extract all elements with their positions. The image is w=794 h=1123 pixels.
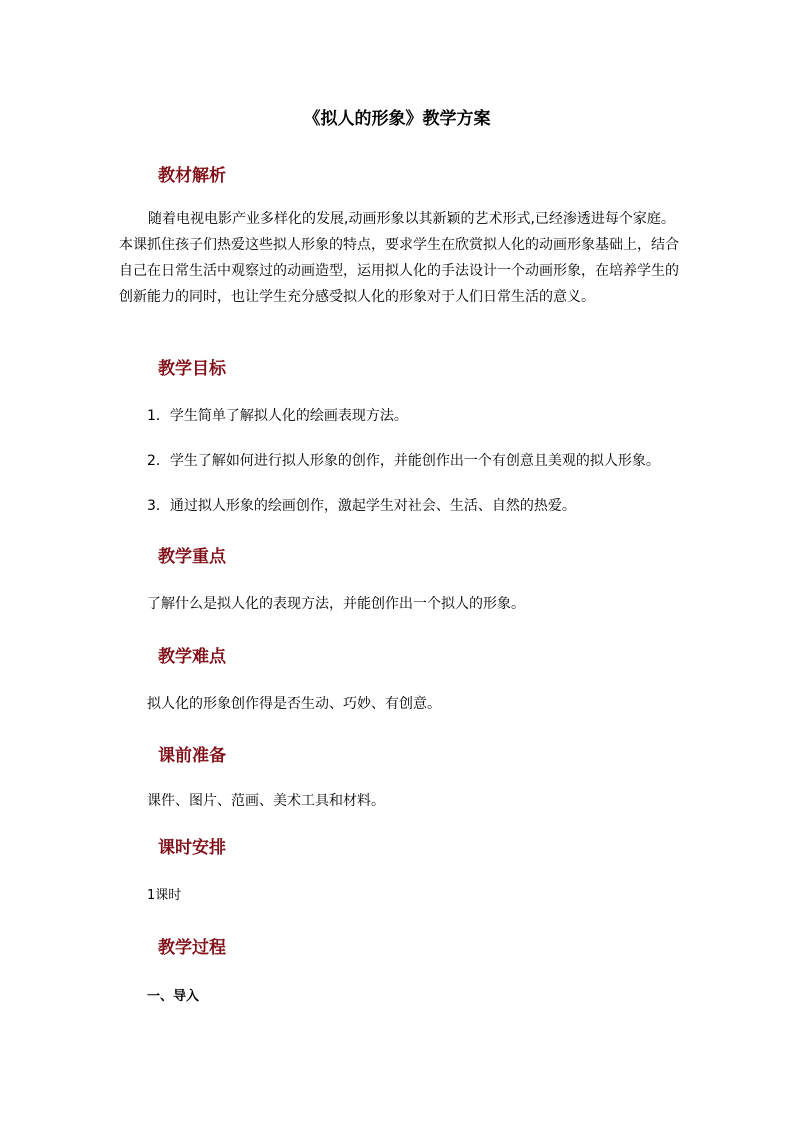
- analysis-paragraph: [119, 206, 679, 310]
- paragraph-line: 自己在日常生活中观察过的动画造型，运用拟人化的手法设计一个动画形象，在培养学生的: [119, 263, 679, 279]
- section-heading-schedule: 课时安排: [158, 838, 226, 858]
- preparation-text: 课件、图片、范画、美术工具和材料。: [147, 793, 385, 809]
- section-heading-key-points: 教学重点: [158, 547, 226, 567]
- schedule-text: 1课时: [147, 888, 182, 903]
- process-step-heading: 一、导入: [147, 989, 200, 1004]
- section-heading-preparation: 课前准备: [158, 746, 226, 766]
- paragraph-line: 创新能力的同时，也让学生充分感受拟人化的形象对于人们日常生活的意义。: [119, 289, 595, 305]
- paragraph-line: 本课抓住孩子们热爱这些拟人形象的特点，要求学生在欣赏拟人化的动画形象基础上，结合: [119, 237, 679, 253]
- goal-item: 3．通过拟人形象的绘画创作，激起学生对社会、生活、自然的热爱。: [147, 498, 576, 514]
- section-heading-difficulties: 教学难点: [158, 647, 226, 667]
- section-heading-goals: 教学目标: [158, 359, 226, 379]
- document-title: 《拟人的形象》教学方案: [303, 109, 491, 129]
- section-heading-analysis: 教材解析: [158, 166, 226, 186]
- goal-item: 2．学生了解如何进行拟人形象的创作，并能创作出一个有创意且美观的拟人形象。: [147, 453, 660, 469]
- difficulties-text: 拟人化的形象创作得是否生动、巧妙、有创意。: [147, 696, 441, 712]
- goal-item: 1．学生简单了解拟人化的绘画表现方法。: [147, 408, 408, 424]
- key-points-text: 了解什么是拟人化的表现方法，并能创作出一个拟人的形象。: [147, 596, 525, 612]
- paragraph-line: 随着电视电影产业多样化的发展,动画形象以其新颖的艺术形式,已经渗透进每个家庭。: [148, 211, 675, 227]
- section-heading-process: 教学过程: [158, 938, 226, 958]
